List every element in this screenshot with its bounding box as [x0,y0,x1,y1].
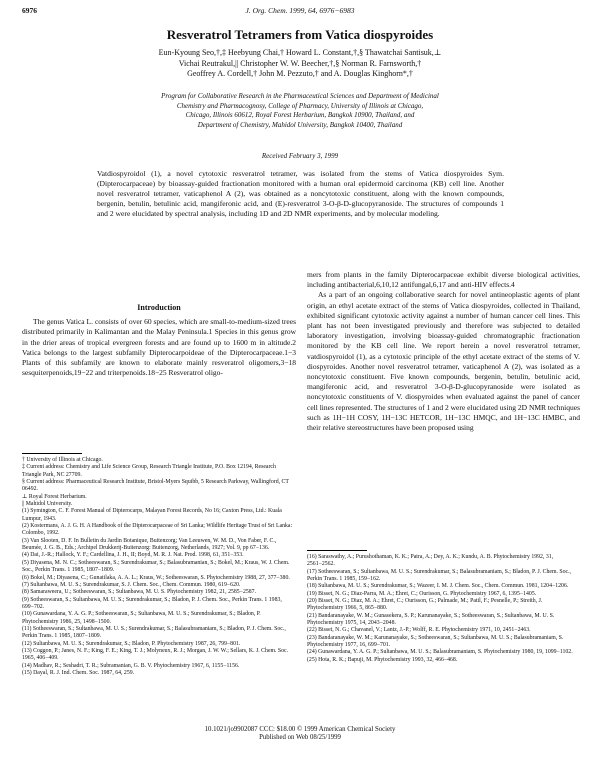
journal-citation: J. Org. Chem. 1999, 64, 6976−6983 [245,6,355,15]
reference: (15) Dayal, R. J. Ind. Chem. Soc. 1987, 64, 259. [22,669,135,676]
reference: (3) Van Slooten, D. F. In Bulletin du Jardin Botanique, Buitenzorg; Van Leeuwen, W. M. D., Von Faber, F. C., Beumée, J. G. B., Eds.; Archipel Drukkerij-Buitenzorg: Buitenzorg, Netherlands, 1927; Vol. 9, pp 67−136. [22,537,277,552]
reference: (23) Bandaranayake, W. M.; Karunanayake, S.; Sotheeswaran, S.; Sultanbawa, M. U. S.; Balasubramaniam, S. Phytochemistry 1977, 16, 699−701. [307,634,564,649]
affiliation [60,92,540,130]
page-footer [0,726,600,742]
reference: (25) Hota, R. K.; Bapuji, M. Phytochemistry 1993, 32, 466−468. [307,656,458,663]
reference: (16) Saraswathy, A.; Purushothaman, K. K.; Patra, A.; Dey, A. K.; Kundu, A. B. Phytochemistry 1992, 31, 2561−2562. [307,554,554,568]
reference: (13) Coggon, P.; Janes, N. F.; King, F. E.; King, T. J.; Molyneux, R. J.; Morgan, J. W. W.; Sellars, K. J. Chem. Soc. 1965, 406−409. [22,647,289,662]
reference: (4) Dai, J.-R.; Hallock, Y. F.; Cardellina, J. H., II; Boyd, M. R. J. Nat. Prod. 1998, 61, 351−353. [22,552,244,559]
reference: (5) Diyasena, M. N. C.; Sotheeswaran, S.; Surendrakumar, S.; Balasubramanian, S.; Bokel, M.; Kraus, W. J. Chem. Soc., Perkin Trans. 1 1985, 1807−1809. [22,559,290,574]
footnotes-left [22,457,296,677]
reference: (18) Sultanbawa, M. U. S.; Surendrakumar, S.; Wazeer, I. M. J. Chem. Soc., Chem. Commun. 1981, 1204−1206. [307,583,569,590]
footnote: ⊥ Royal Forest Herbarium. [22,493,87,500]
affiliation-line: Department of Chemistry, Mahidol University, Bangkok 10400, Thailand [197,120,403,129]
reference: (21) Bandaranayake, W. M.; Gunasekera, S. P.; Karunanayake, S.; Sotheeswaran, S.; Sultanbawa, M. U. S. Phytochemistry 1975, 14, 2043−2048. [307,612,555,627]
reference: (7) Sultanbawa, M. U. S.; Surendrakumar, S. J. Chem. Soc., Chem. Commun. 1980, 619−620. [22,581,241,588]
author-line: Vichai Reutrakul,|| Christopher W. W. Beecher,†,§ Norman R. Farnsworth,† [178,58,422,68]
footnote: § Current address: Pharmaceutical Research Institute, Bristol-Myers Squibb, 5 Research Parkway, Wallingford, CT 06492. [22,479,289,493]
body-paragraph-continued: mers from plants in the family Dipterocarpaceae exhibit diverse biological activities, including antibacterial,6,10,12 antifungal,6,17 and anti-HIV effects.4 [307,270,580,290]
page-number: 6976 [22,6,37,15]
affiliation-line: Chemistry and Pharmacognosy, College of Pharmacy, University of Illinois at Chicago, [176,101,424,110]
body-paragraph: The genus Vatica L. consists of over 60 species, which are small-to-medium-sized trees distributed primarily in Kalimantan and the Malay Peninsula.1 Species in this genus grow in the drier areas of tropical evergreen forests and are found up to 1600 m in altitude.2 Vatica belongs to the largest subfamily Dipterocarpoideae of the Dipterocarpaceae.1−3 Plants of this subfamily are known to elaborate mainly resveratrol oligomers,3−18 sesquiterpenoids,19−22 and triterpenoids.18−25 Resveratrol oligo- [22,317,296,378]
abstract: Vatdiospyroidol (1), a novel cytotoxic resveratrol tetramer, was isolated from the stems of Vatica diospyroides Sym. (Dipterocarpaceae) by bioassay-guided fractionation monitored with a human oral epidermoid carcinoma (KB) cell line. Another novel resveratrol tetramer, vaticaphenol A (2), was obtained as a noncytotoxic constituent, along with the known compounds, bergenin, betulin, betulinic acid, mangiferonic acid, and (E)-resveratrol 3-O-β-D-glucopyranoside. The structures of compounds 1 and 2 were elucidated by spectral analysis, including 1D and 2D NMR experiments, and by molecular modeling. [97,169,504,218]
column-right [307,270,580,433]
reference: (11) Sotheeswaran, S.; Sultanbawa, M. U. S.; Surendrakumar, S.; Balasubramaniam, S.; Bladon, P. J. Chem. Soc., Perkin Trans. 1 1985, 1807−1809. [22,625,286,640]
received-date: Received February 3, 1999 [261,152,339,160]
reference: (17) Sotheeswaran, S.; Sultanbawa, M. U. S.; Surendrakumar, S.; Balasubramaniam, S.; Bladon, P. J. Chem. Soc., Perkin Trans. 1 1985, 159−162. [307,568,571,583]
footnotes-right [307,554,580,664]
footnote: † University of Illinois at Chicago. [22,457,103,463]
publication-date: Published on Web 08/25/1999 [259,734,341,742]
reference: (6) Bokel, M.; Diyasena, C.; Gunatilaka, A. A. L.; Kraus, W.; Sotheeswaran, S. Phytochemistry 1988, 27, 377−380. [22,574,290,581]
running-header [22,6,578,18]
affiliation-line: Program for Collaborative Research in the Pharmaceutical Sciences and Department of Medicinal [161,92,439,100]
footnote: ‡ Current address: Chemistry and Life Science Group, Research Triangle Institute, P.O. Box 12194, Research Triangle Park, NC 27709. [22,464,276,478]
column-left [22,303,296,378]
author-line: Geoffrey A. Cordell,† John M. Pezzuto,† and A. Douglas Kinghorn*,† [187,69,413,79]
affiliation-line: Chicago, Illinois 60612, Royal Forest Herbarium, Bangkok 10900, Thailand, and [185,111,415,119]
reference: (24) Gunawardana, Y. A. G. P.; Sultanbawa, M. U. S.; Balasubramaniam, S. Phytochemistry 1980, 19, 1099−1102. [307,649,573,656]
reference: (14) Madhav, R.; Seshadri, T. R.; Subramanian, G. B. V. Phytochemistry 1967, 6, 1155−1156. [22,662,240,669]
reference: (1) Symington, C. F. Forest Manual of Dipterocarps, Malayan Forest Records, No 16; Caxton Press, Ltd.: Kuala Lumpur, 1943. [22,508,282,522]
reference: (19) Bisset, N. G.; Diaz-Parra, M. A.; Ehret, C.; Ourisson, G. Phytochemistry 1967, 6, 1395−1405. [307,590,537,597]
footnote-divider [22,453,82,454]
reference: (10) Gunawardana, Y. A. G. P.; Sotheeswaran, S.; Sultanbawa, M. U. S.; Surendrakumar, S.; Bladon, P. Phytochemistry 1986, 25, 1498−1500. [22,611,261,625]
reference: (20) Bisset, N. G.; Diaz, M. A.; Ehret, C.; Ourisson, G.; Palmade, M.; Patil, F.; Pesnelle, P.; Streith, J. Phytochemistry 1966, 5, 865−880. [307,598,543,612]
body-paragraph: As a part of an ongoing collaborative search for novel antineoplastic agents of plant origin, an ethyl acetate extract of the stems of Vatica diospyroides, collected in Thailand, exhibited significant cytotoxic activity against a number of human cancer cell lines. This plant has not been investigated previously and therefore was subjected to detailed laboratory investigation, involving bioassay-guided chromatographic fractionation monitored by the KB cell line. We report herein a novel resveratrol tetramer, vatdiospyroidol (1), as a cytotoxic principle of the ethyl acetate extract of the stems of V. diospyroides. Another novel resveratrol tetramer, vaticaphenol A (2), was isolated as a noncytotoxic constituent. Five known compounds, bergenin, betulin, betulinic acid, mangiferonic acid, and resveratrol 3-O-β-D-glucopyranoside were isolated as noncytotoxic constituents of V. diospyroides when evaluated against the panel of cancer cell lines represented. The structures of 1 and 2 were elucidated using 2D NMR techniques such as 1H−1H COSY, 1H−13C HETCOR, 1H−13C HMQC, and 1H−13C HMBC, and their relative stereostructures have been proposed using [307,290,580,433]
reference: (8) Samaraweera, U.; Sotheeswaran, S.; Sultanbawa, M. U. S. Phytochemistry 1982, 21, 2585−2587. [22,589,256,596]
reference: (2) Kostermans, A. J. G. H. A Handbook of the Dipterocarpaceae of Sri Lanka; Wildlife Heritage Trust of Sri Lanka: Colombo, 1992. [22,523,293,537]
reference: (9) Sotheeswaran, S.; Sultanbawa, M. U. S.; Surendrakumar, S.; Bladon, P. J. Chem. Soc., Perkin Trans. 1 1983, 699−702. [22,596,282,610]
footnote-divider [307,550,367,551]
footnote: || Mahidol University. [22,501,73,508]
introduction-heading: Introduction [137,303,181,312]
article-title: Resveratrol Tetramers from Vatica diospyroides [166,27,434,42]
doi-copyright: 10.1021/jo9902087 CCC: $18.00 © 1999 American Chemical Society [204,726,396,733]
reference: (12) Sultanbawa, M. U. S.; Surendrakumar, S.; Bladon, P. Phytochemistry 1987, 26, 799−801. [22,640,241,647]
author-line: Eun-Kyoung Seo,†,‡ Heebyung Chai,† Howard L. Constant,†,§ Thawatchai Santisuk,⊥ [158,48,442,57]
author-list [60,48,540,80]
reference: (22) Bisset, N. G.; Chavanel, V.; Lantz, J.-P.; Wolff, R. E. Phytochemistry 1971, 10, 2451−2463. [307,627,531,634]
